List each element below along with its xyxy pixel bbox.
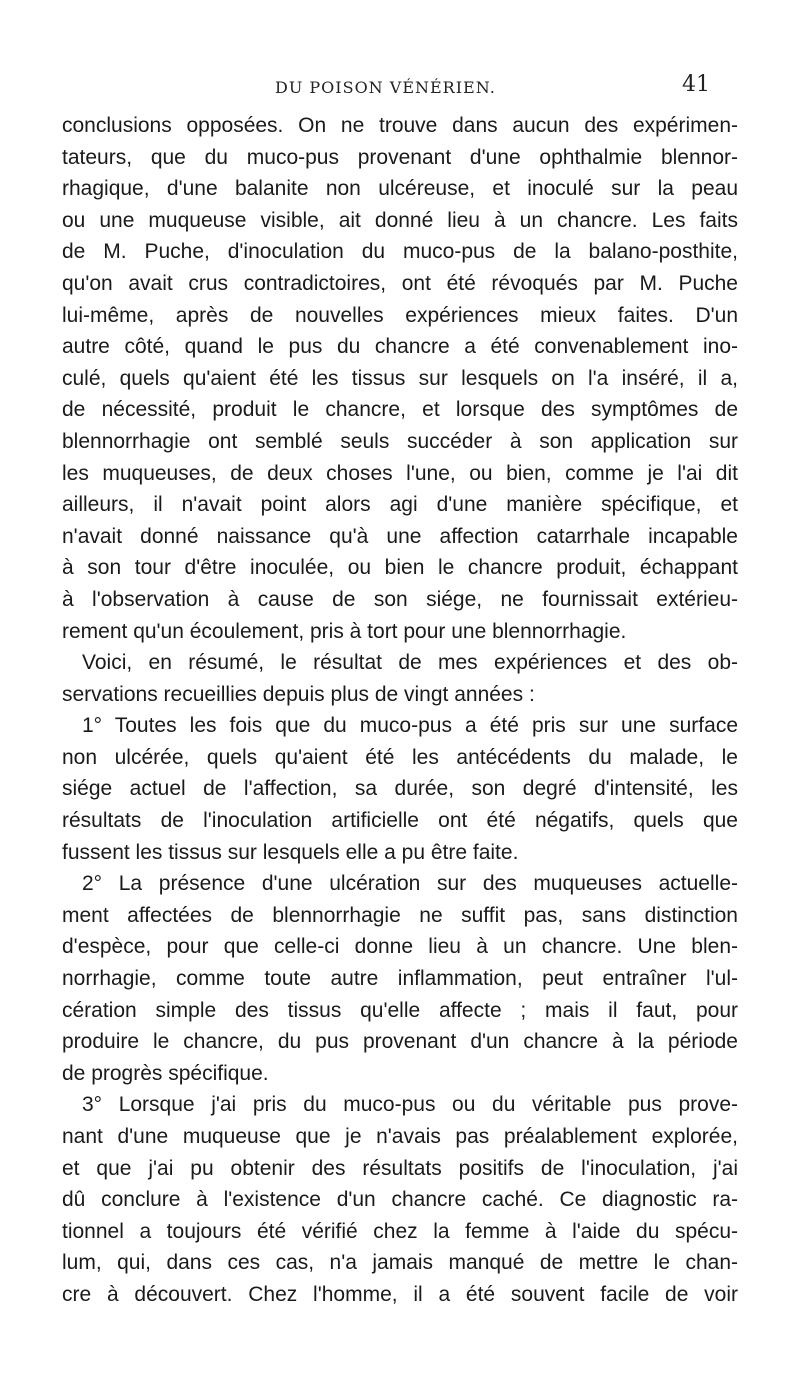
text-line: servations recueillies depuis plus de vingt années :	[62, 682, 535, 706]
text-line: 2° La présence d'une ulcération sur des muqueuses actuelle-	[82, 872, 738, 896]
text-line: non ulcérée, quels qu'aient été les antécédents du malade, le	[62, 745, 738, 769]
text-line: rement qu'un écoulement, pris à tort pour une blennorrhagie.	[62, 619, 627, 643]
text-line: lui-même, après de nouvelles expériences mieux faites. D'un	[62, 303, 738, 327]
text-line: Voici, en résumé, le résultat de mes expériences et des ob-	[82, 651, 738, 675]
text-line: lum, qui, dans ces cas, n'a jamais manqué de mettre le chan-	[62, 1251, 738, 1275]
text-line: cération simple des tissus qu'elle affecte ; mais il faut, pour	[62, 998, 738, 1022]
running-head	[150, 72, 710, 102]
text-line: d'espèce, pour que celle-ci donne lieu à un chancre. Une blen-	[62, 935, 738, 959]
body-text	[62, 110, 738, 1311]
text-line: de M. Puche, d'inoculation du muco-pus de la balano-posthite,	[62, 240, 738, 264]
text-line: 3° Lorsque j'ai pris du muco-pus ou du véritable pus prove-	[82, 1093, 738, 1117]
text-line: siége actuel de l'affection, sa durée, son degré d'intensité, les	[62, 777, 738, 801]
text-line: tionnel a toujours été vérifié chez la femme à l'aide du spécu-	[62, 1219, 738, 1243]
text-line: dû conclure à l'existence d'un chancre caché. Ce diagnostic ra-	[62, 1188, 738, 1212]
text-line: et que j'ai pu obtenir des résultats positifs de l'inoculation, j'ai	[62, 1156, 738, 1180]
text-line: tateurs, que du muco-pus provenant d'une ophthalmie blennor-	[62, 145, 738, 169]
page-number: 41	[682, 72, 710, 97]
text-line: de progrès spécifique.	[62, 1061, 269, 1085]
text-line: cre à découvert. Chez l'homme, il a été souvent facile de voir	[62, 1282, 738, 1306]
text-line: produire le chancre, du pus provenant d'un chancre à la période	[62, 1030, 738, 1054]
text-line: qu'on avait crus contradictoires, ont été révoqués par M. Puche	[62, 271, 738, 295]
text-line: rhagique, d'une balanite non ulcéreuse, et inoculé sur la peau	[62, 177, 738, 201]
text-line: de nécessité, produit le chancre, et lorsque des symptômes de	[62, 398, 738, 422]
text-line: autre côté, quand le pus du chancre a été convenablement ino-	[62, 335, 738, 359]
text-line: n'avait donné naissance qu'à une affection catarrhale incapable	[62, 524, 738, 548]
text-line: norrhagie, comme toute autre inflammation, peut entraîner l'ul-	[62, 967, 738, 991]
text-line: ailleurs, il n'avait point alors agi d'une manière spécifique, et	[62, 493, 738, 517]
text-line: résultats de l'inoculation artificielle ont été négatifs, quels que	[62, 809, 738, 833]
text-line: nant d'une muqueuse que je n'avais pas préalablement explorée,	[62, 1125, 738, 1148]
text-line: à son tour d'être inoculée, ou bien le chancre produit, échappant	[62, 556, 738, 580]
text-line: ment affectées de blennorrhagie ne suffit pas, sans distinction	[62, 903, 738, 927]
text-line: conclusions opposées. On ne trouve dans aucun des expérimen-	[62, 114, 738, 137]
text-line: les muqueuses, de deux choses l'une, ou bien, comme je l'ai dit	[62, 461, 738, 485]
text-line: à l'observation à cause de son siége, ne fournissait extérieu-	[62, 587, 738, 611]
text-line: culé, quels qu'aient été les tissus sur lesquels on l'a inséré, il a,	[62, 366, 738, 390]
text-line: blennorrhagie ont semblé seuls succéder à son application sur	[62, 429, 738, 453]
text-line: fussent les tissus sur lesquels elle a pu être faite.	[62, 840, 519, 864]
text-line: 1° Toutes les fois que du muco-pus a été pris sur une surface	[82, 714, 738, 738]
running-title: DU POISON VÉNÉRIEN.	[275, 78, 496, 97]
text-line: ou une muqueuse visible, ait donné lieu à un chancre. Les faits	[62, 208, 738, 232]
